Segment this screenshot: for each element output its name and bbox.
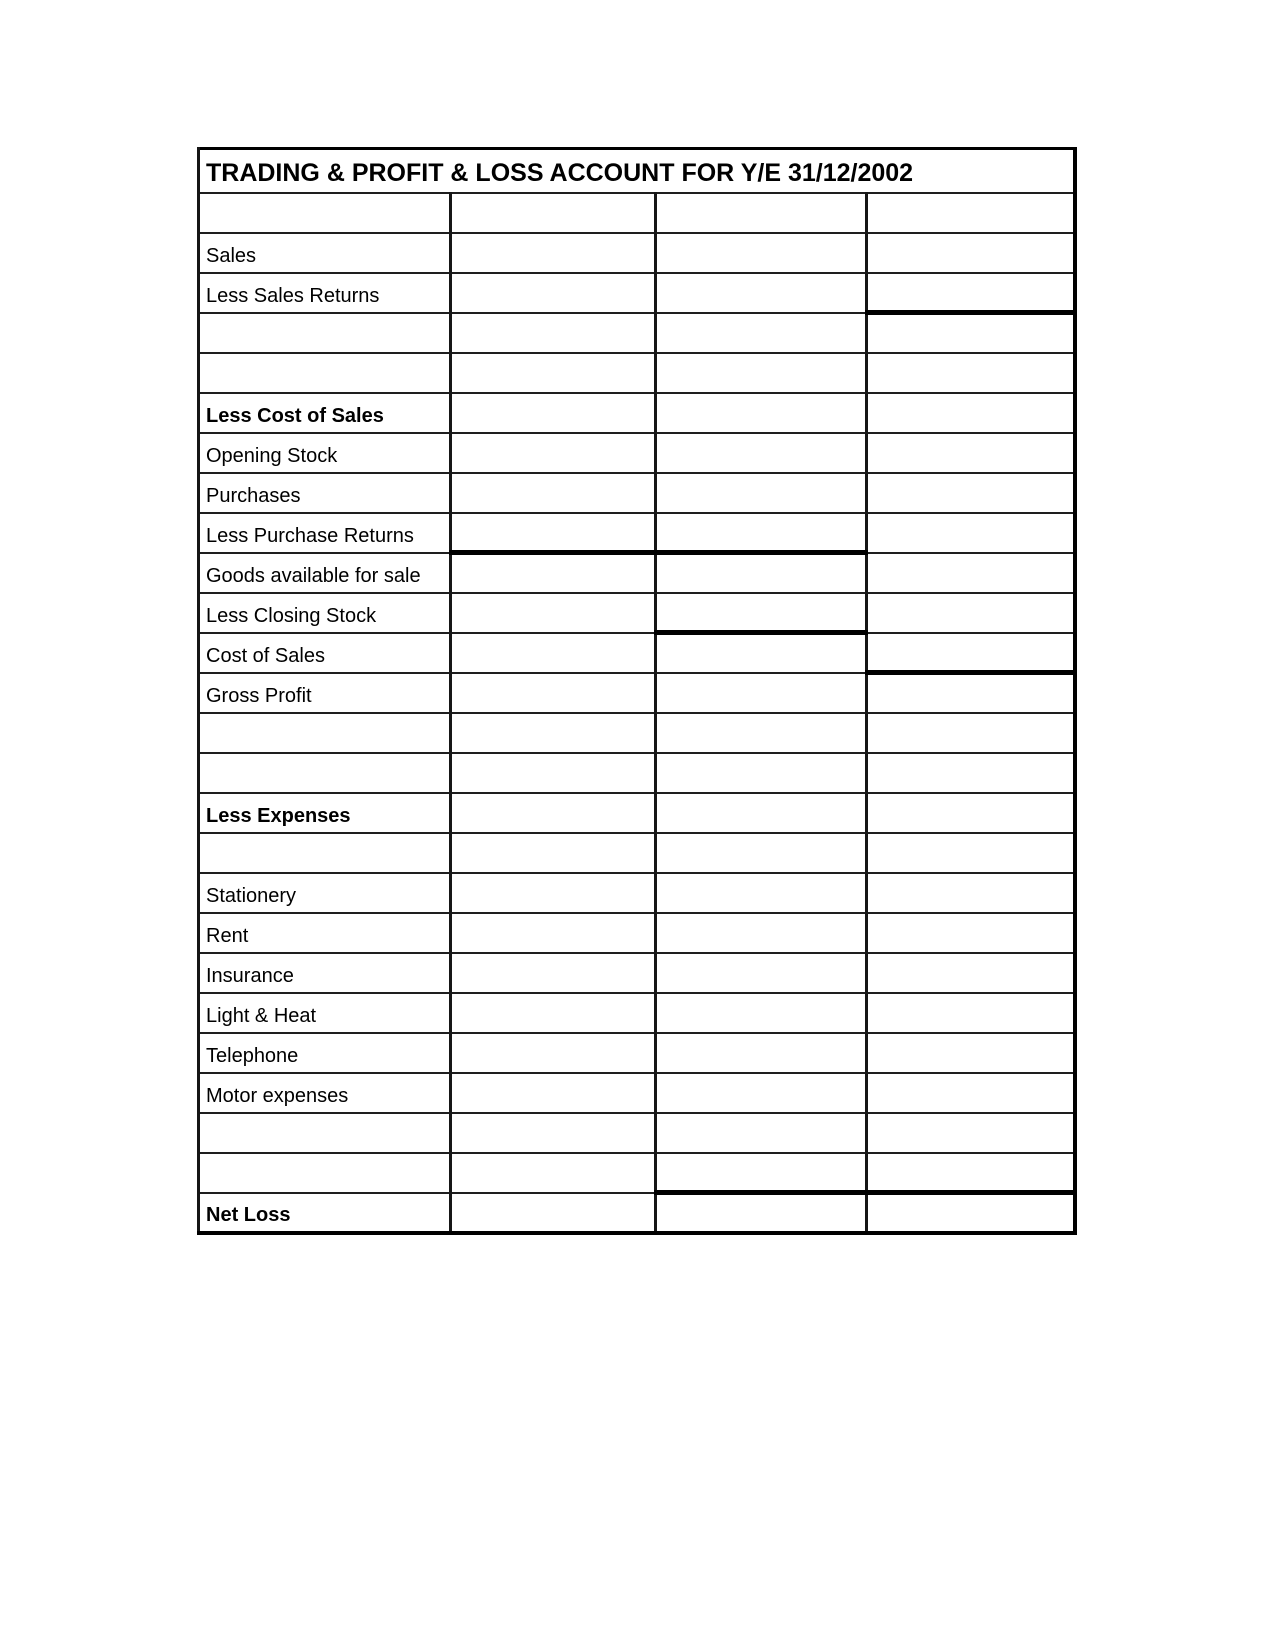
amount-cell [867,873,1075,913]
table-row [199,1073,1075,1113]
amount-cell [656,913,867,953]
amount-cell [867,193,1075,233]
amount-cell [451,1113,656,1153]
amount-cell [656,553,867,593]
amount-cell [451,1193,656,1233]
table-row [199,313,1075,353]
amount-cell [656,713,867,753]
amount-cell [451,433,656,473]
amount-cell [867,1073,1075,1113]
amount-cell [451,193,656,233]
amount-cell [656,833,867,873]
amount-cell [656,953,867,993]
amount-cell [867,713,1075,753]
table-row [199,473,1075,513]
title-row [199,149,1075,193]
amount-cell [451,353,656,393]
amount-cell [867,953,1075,993]
amount-cell [451,1153,656,1193]
row-label-stationery: Stationery [199,873,451,913]
amount-cell [451,1073,656,1113]
amount-cell-subtotal-rule [656,1153,867,1193]
amount-cell [867,473,1075,513]
amount-cell [867,313,1075,353]
label-cell-blank [199,833,451,873]
amount-cell [867,233,1075,273]
table-row [199,193,1075,233]
amount-cell [656,393,867,433]
table-row [199,433,1075,473]
amount-cell [451,833,656,873]
amount-cell [656,193,867,233]
label-cell-blank [199,193,451,233]
table-row [199,633,1075,673]
amount-cell [451,673,656,713]
label-cell-blank [199,1153,451,1193]
amount-cell [451,393,656,433]
amount-cell [867,833,1075,873]
table-row [199,993,1075,1033]
table-row [199,513,1075,553]
amount-cell [656,673,867,713]
amount-cell [451,593,656,633]
amount-cell [656,1193,867,1233]
row-label-cost-of-sales: Cost of Sales [199,633,451,673]
amount-cell [867,913,1075,953]
amount-cell [867,1033,1075,1073]
table-row [199,713,1075,753]
table-row [199,1033,1075,1073]
row-label-motor-expenses: Motor expenses [199,1073,451,1113]
amount-cell [451,273,656,313]
amount-cell [656,753,867,793]
amount-cell [656,793,867,833]
amount-cell [867,593,1075,633]
amount-cell [451,793,656,833]
amount-cell [867,673,1075,713]
amount-cell [656,873,867,913]
row-label-rent: Rent [199,913,451,953]
amount-cell [656,473,867,513]
amount-cell [451,873,656,913]
table-row [199,793,1075,833]
table-row [199,393,1075,433]
amount-cell [867,353,1075,393]
amount-cell [867,433,1075,473]
amount-cell [656,313,867,353]
section-header-less-cost-of-sales: Less Cost of Sales [199,393,451,433]
table-row [199,1193,1075,1233]
amount-cell [656,433,867,473]
amount-cell-subtotal-rule [451,513,656,553]
table-row [199,953,1075,993]
amount-cell [656,1033,867,1073]
table-row [199,1153,1075,1193]
row-label-gross-profit: Gross Profit [199,673,451,713]
table-row [199,873,1075,913]
amount-cell [656,233,867,273]
amount-cell [656,353,867,393]
table-title: TRADING & PROFIT & LOSS ACCOUNT FOR Y/E 31/12/2002 [199,149,1075,193]
row-label-telephone: Telephone [199,1033,451,1073]
amount-cell [867,393,1075,433]
table-row [199,833,1075,873]
amount-cell [451,553,656,593]
amount-cell [451,233,656,273]
amount-cell [867,1193,1075,1233]
amount-cell [867,1113,1075,1153]
table-row [199,553,1075,593]
amount-cell [867,553,1075,593]
row-label-less-closing-stock: Less Closing Stock [199,593,451,633]
label-cell-blank [199,1113,451,1153]
amount-cell [451,713,656,753]
amount-cell-subtotal-rule [867,273,1075,313]
amount-cell [451,473,656,513]
table-row [199,1113,1075,1153]
table-row [199,913,1075,953]
amount-cell [451,1033,656,1073]
amount-cell [867,993,1075,1033]
amount-cell [656,273,867,313]
profit-loss-table [197,147,1077,1235]
row-label-goods-available-for-sale: Goods available for sale [199,553,451,593]
amount-cell-subtotal-rule [867,1153,1075,1193]
amount-cell [867,513,1075,553]
label-cell-blank [199,313,451,353]
table-row [199,273,1075,313]
section-header-less-expenses: Less Expenses [199,793,451,833]
row-label-sales: Sales [199,233,451,273]
amount-cell [451,953,656,993]
amount-cell [656,1073,867,1113]
amount-cell-subtotal-rule [867,633,1075,673]
row-label-purchases: Purchases [199,473,451,513]
amount-cell-subtotal-rule [656,513,867,553]
amount-cell-subtotal-rule [656,593,867,633]
amount-cell [451,753,656,793]
row-label-less-purchase-returns: Less Purchase Returns [199,513,451,553]
amount-cell [451,913,656,953]
row-label-light-and-heat: Light & Heat [199,993,451,1033]
label-cell-blank [199,353,451,393]
amount-cell [451,633,656,673]
amount-cell [656,993,867,1033]
table-row [199,673,1075,713]
table-row [199,593,1075,633]
row-label-less-sales-returns: Less Sales Returns [199,273,451,313]
amount-cell [656,633,867,673]
label-cell-blank [199,753,451,793]
row-label-net-loss: Net Loss [199,1193,451,1233]
amount-cell [867,793,1075,833]
row-label-opening-stock: Opening Stock [199,433,451,473]
label-cell-blank [199,713,451,753]
table-row [199,753,1075,793]
amount-cell [451,313,656,353]
row-label-insurance: Insurance [199,953,451,993]
table-row [199,353,1075,393]
table-row [199,233,1075,273]
amount-cell [867,753,1075,793]
amount-cell [656,1113,867,1153]
amount-cell [451,993,656,1033]
